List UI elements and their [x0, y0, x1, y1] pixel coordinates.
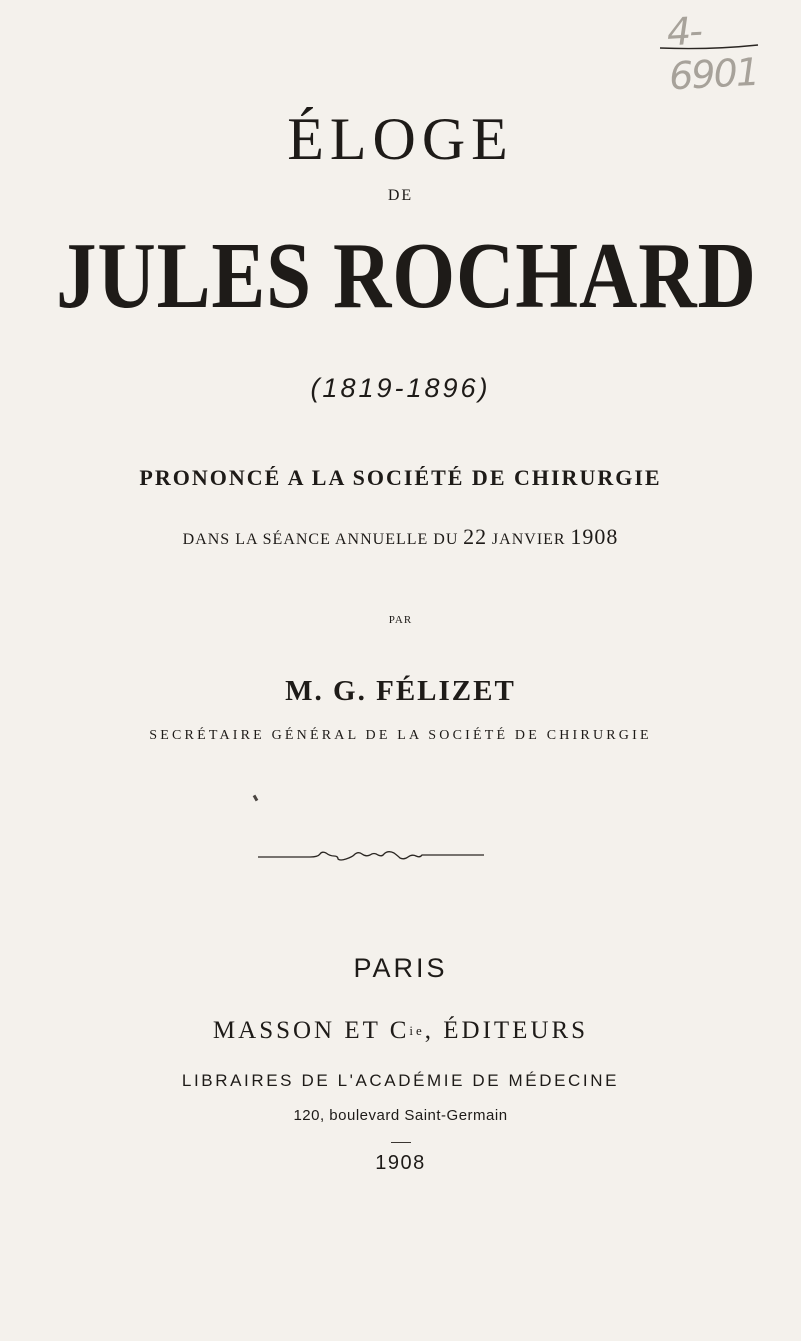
session-day: 22	[463, 524, 488, 549]
imprint-city: PARIS	[353, 953, 448, 983]
session-text: DANS LA SÉANCE ANNUELLE DU	[182, 531, 459, 548]
imprint-booksellers: LIBRAIRES DE L'ACADÉMIE DE MÉDECINE	[181, 1071, 620, 1090]
imprint-address: 120, boulevard Saint-Germain	[293, 1107, 508, 1124]
publisher-prefix: MASSON ET C	[212, 1017, 410, 1044]
shelfmark-underline	[650, 40, 760, 54]
par-label: PAR	[388, 614, 413, 626]
stray-mark	[253, 795, 259, 802]
author-role: SECRÉTAIRE GÉNÉRAL DE LA SOCIÉTÉ DE CHIRURGIE	[149, 728, 652, 743]
heading-de: DE	[387, 187, 414, 204]
imprint-publisher	[0, 1016, 801, 1046]
shelfmark-annotation	[650, 6, 760, 99]
session-line	[0, 524, 801, 553]
publisher-suffix: , ÉDITEURS	[424, 1017, 589, 1044]
pronounced-line: PRONONCÉ A LA SOCIÉTÉ DE CHIRURGIE	[139, 465, 662, 490]
shelfmark-text: 4-6901	[665, 8, 759, 99]
imprint-dash	[391, 1142, 411, 1143]
publisher-superscript: ie	[409, 1023, 425, 1038]
ornament-divider	[258, 848, 484, 864]
imprint-year: 1908	[375, 1152, 426, 1174]
subject-name: JULES ROCHARD	[56, 224, 757, 328]
author-name: M. G. FÉLIZET	[285, 675, 516, 707]
heading-eloge: ÉLOGE	[287, 106, 514, 172]
subject-dates: (1819-1896)	[310, 373, 491, 403]
session-year: 1908	[570, 524, 619, 549]
session-month: JANVIER	[491, 531, 566, 548]
